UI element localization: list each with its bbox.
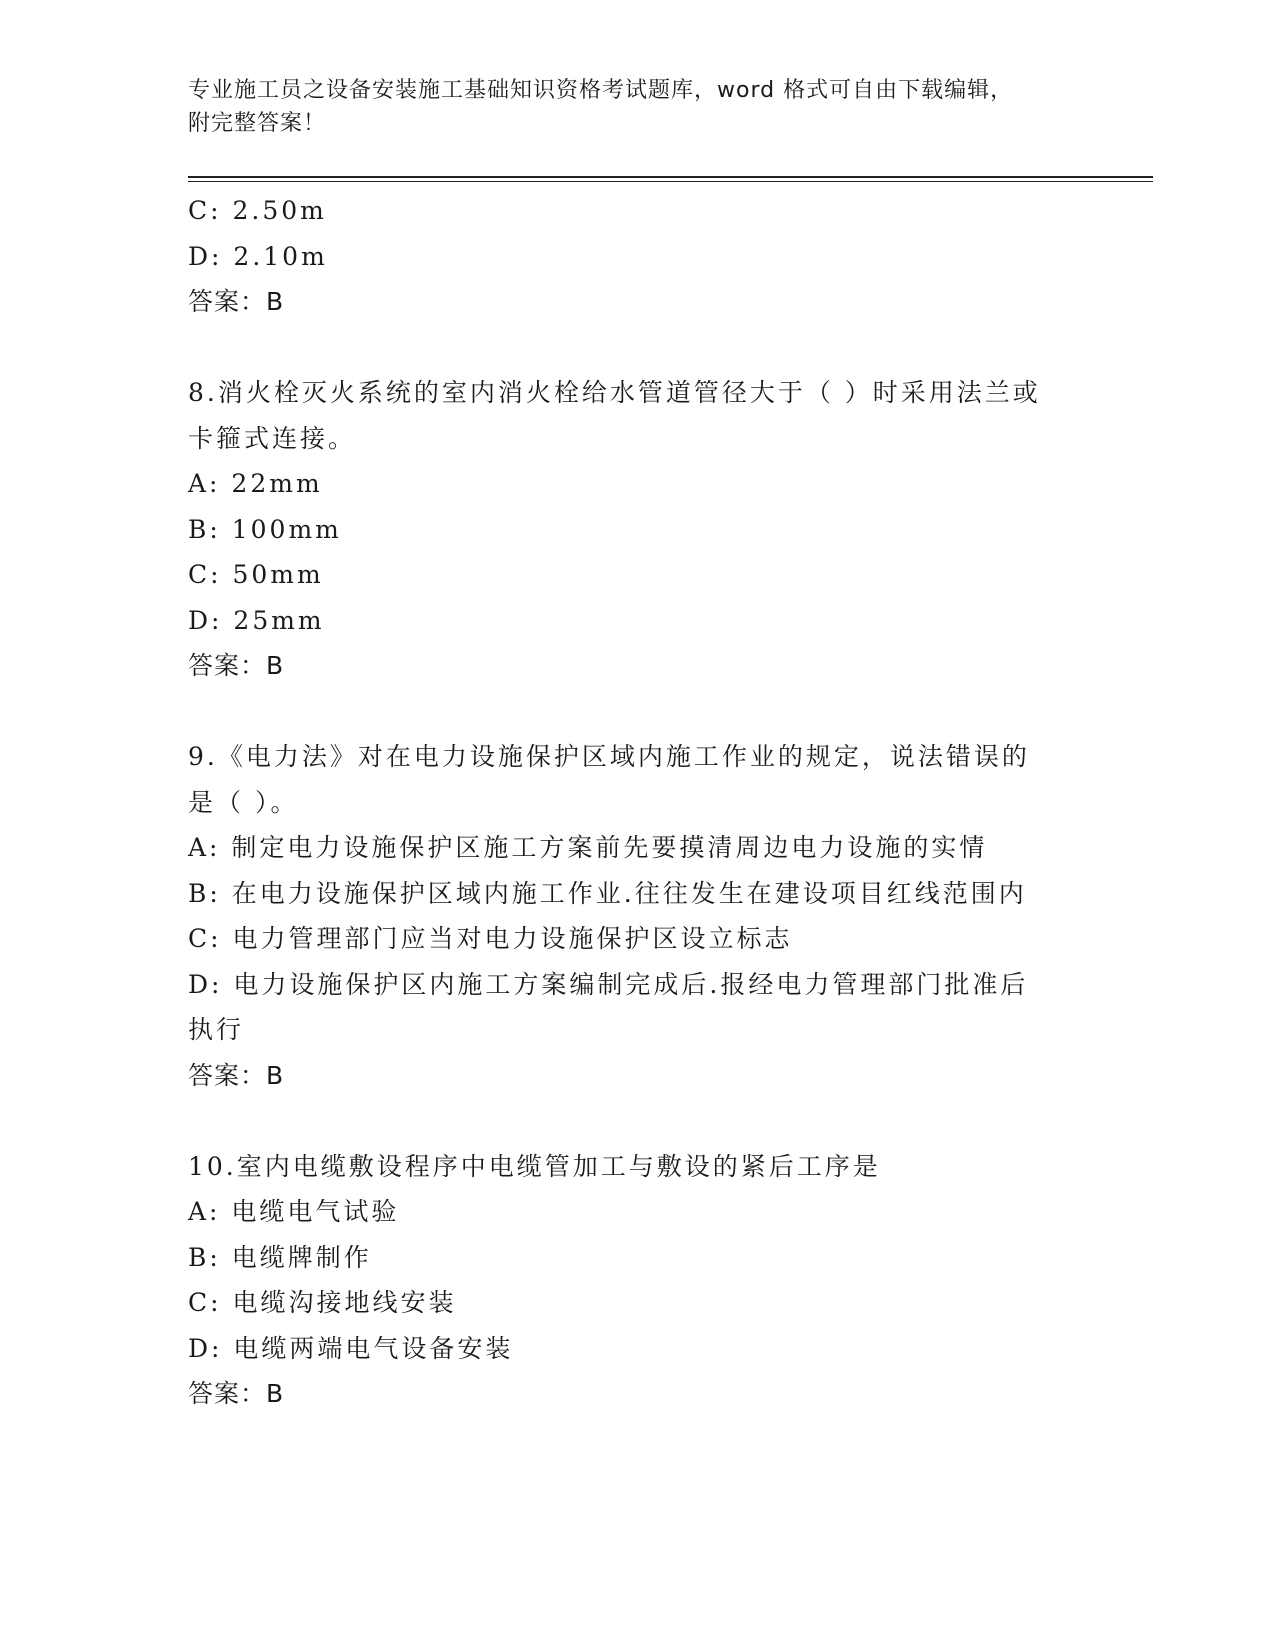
option-b: B: 电缆牌制作 [188, 1242, 372, 1272]
question-stem: 9.《电力法》对在电力设施保护区域内施工作业的规定，说法错误的 [188, 742, 1030, 771]
option-a: A: 制定电力设施保护区施工方案前先要摸清周边电力设施的实情 [188, 833, 988, 862]
header-title-line-1: 专业施工员之设备安装施工基础知识资格考试题库，word 格式可自由下载编辑， [188, 78, 1014, 103]
option-d: D: 25mm [188, 605, 325, 635]
question-8 [188, 370, 1068, 689]
option-c: C: 2.50m [188, 196, 327, 225]
option-d: D: 电力设施保护区内施工方案编制完成后.报经电力管理部门批准后 [188, 969, 1029, 999]
option-a: A: 电缆电气试验 [188, 1197, 400, 1226]
option-c: C: 电缆沟接地线安装 [188, 1288, 457, 1317]
spacer [188, 1098, 1068, 1144]
question-stem: 卡箍式连接。 [188, 423, 357, 453]
option-b: B: 100mm [188, 514, 342, 544]
question-stem: 8.消火栓灭火系统的室内消火栓给水管道管径大于（ ）时采用法兰或 [188, 378, 1041, 407]
header-divider-thick [188, 176, 1153, 178]
answer-line: 答案：B [188, 651, 285, 680]
option-d-continuation: 执行 [188, 1015, 245, 1044]
header-title-line-2: 附完整答案！ [188, 111, 327, 136]
question-7-continuation [188, 188, 1068, 325]
answer-line: 答案：B [188, 1379, 285, 1408]
document-header [188, 74, 1068, 140]
option-b: B: 在电力设施保护区域内施工作业.往往发生在建设项目红线范围内 [188, 878, 1027, 908]
option-c: C: 50mm [188, 560, 324, 589]
question-stem: 10.室内电缆敷设程序中电缆管加工与敷设的紧后工序是 [188, 1151, 881, 1181]
question-10 [188, 1144, 1068, 1417]
answer-line: 答案：B [188, 287, 285, 316]
option-a: A: 22mm [188, 469, 323, 498]
question-stem: 是（ ）。 [188, 787, 299, 817]
question-list [188, 188, 1068, 1417]
question-9 [188, 734, 1068, 1098]
option-c: C: 电力管理部门应当对电力设施保护区设立标志 [188, 924, 793, 953]
spacer [188, 689, 1068, 735]
header-divider-thin [188, 181, 1153, 182]
option-d: D: 电缆两端电气设备安装 [188, 1333, 514, 1363]
option-d: D: 2.10m [188, 241, 328, 271]
answer-line: 答案：B [188, 1060, 285, 1090]
spacer [188, 325, 1068, 371]
